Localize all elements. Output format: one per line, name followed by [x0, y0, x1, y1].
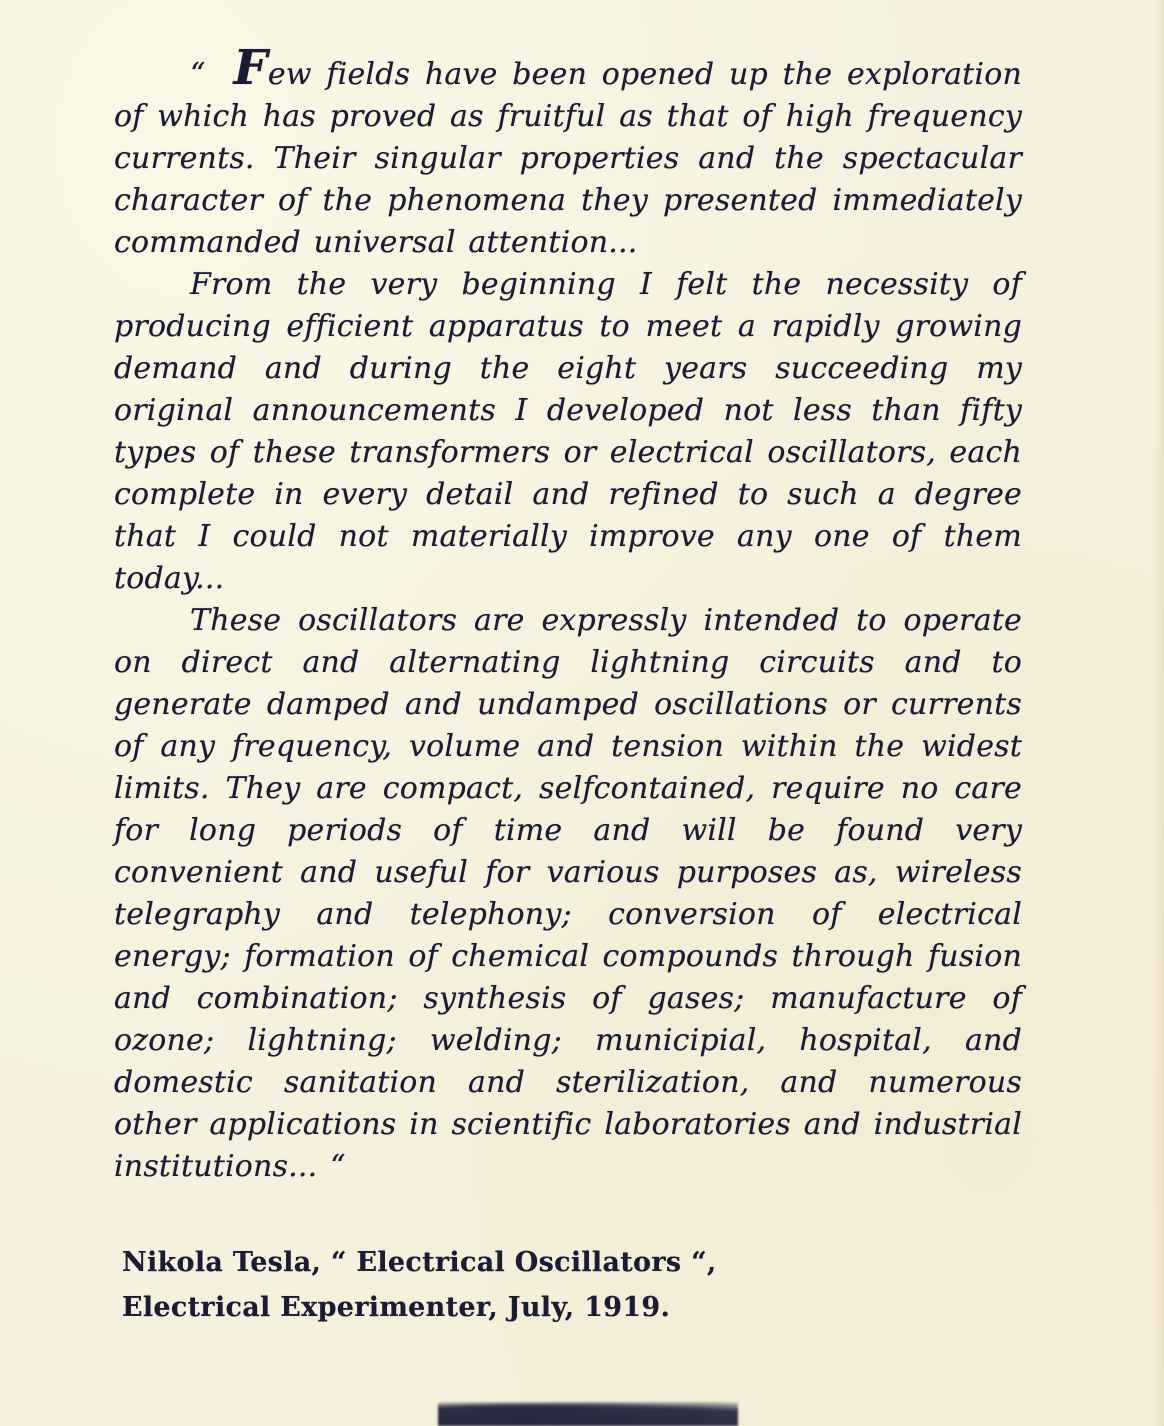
scan-edge-shadow: [1154, 0, 1164, 1426]
quote-paragraph-2: From the very beginning I felt the necessity of producing efficient apparatus to meet a rapidly growing demand and during the eight years succeeding my original announcements I developed not less than fifty types of these transformers or electrical oscillators, each complete in every detail and refined to such a degree that I could not materially improve any one of them today...: [114, 267, 1022, 596]
lead-capital-letter: F: [233, 40, 268, 96]
scan-artifact-smudge: [438, 1402, 738, 1426]
quote-paragraph-1-text: ew fields have been opened up the exploration of which has proved as fruitful as that of high frequency currents. Their singular properties and the spectacular character of the phenomena they presented immediately commanded universal attention...: [114, 57, 1022, 260]
attribution-author-line: Nikola Tesla, “ Electrical Oscillators “,: [122, 1247, 717, 1278]
attribution: [122, 1240, 1022, 1330]
quote-paragraph-1: [114, 40, 1022, 264]
quote-paragraph-3: These oscillators are expressly intended to operate on direct and alternating lightning circuits and to generate damped and undamped oscillations or currents of any frequency, volume and tension within the widest limits. They are compact, selfcontained, require no care for long periods of time and will be found very convenient and useful for various purposes as, wireless telegraphy and telephony; conversion of electrical energy; formation of chemical compounds through fusion and combination; synthesis of gases; manufacture of ozone; lightning; welding; municipial, hospital, and domestic sanitation and sterilization, and numerous other applications in scientific laboratories and industrial institutions... “: [114, 603, 1022, 1184]
open-quote-mark: “: [190, 57, 206, 92]
quote-body: [114, 40, 1022, 1188]
attribution-source-line: Electrical Experimenter, July, 1919.: [122, 1292, 671, 1323]
